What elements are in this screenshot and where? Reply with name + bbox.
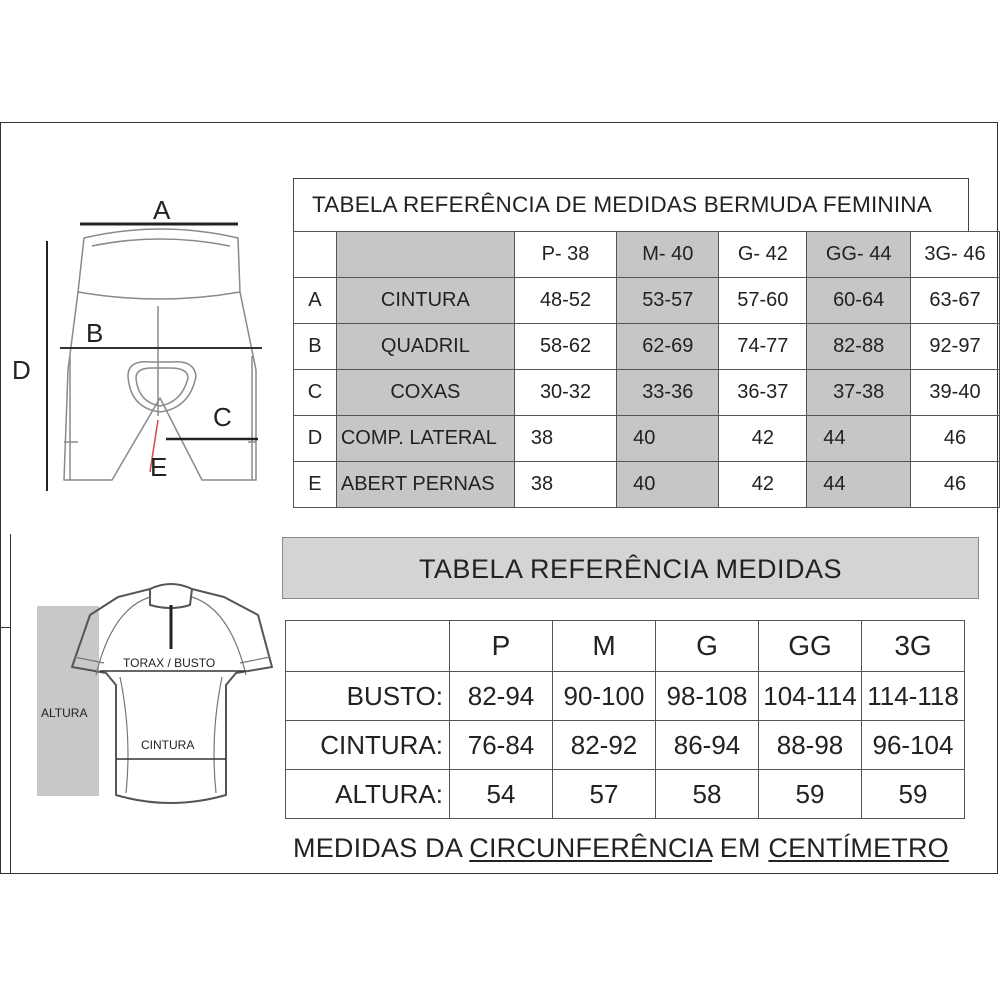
shorts-header-row bbox=[294, 232, 1000, 278]
table-cell: 44 bbox=[807, 462, 911, 508]
table-row bbox=[294, 416, 1000, 462]
table-cell: 59 bbox=[862, 770, 965, 819]
jersey-table-title: TABELA REFERÊNCIA MEDIDAS bbox=[282, 537, 979, 599]
jersey-size-table bbox=[285, 620, 965, 819]
row-label: COXAS bbox=[336, 370, 514, 416]
row-label: QUADRIL bbox=[336, 324, 514, 370]
row-label: ALTURA: bbox=[286, 770, 450, 819]
table-cell: 74-77 bbox=[719, 324, 807, 370]
table-cell: 42 bbox=[719, 416, 807, 462]
table-cell: 76-84 bbox=[450, 721, 553, 770]
footnote-part1: MEDIDAS DA bbox=[293, 833, 470, 863]
header-blank-gray bbox=[336, 232, 514, 278]
table-cell: 40 bbox=[617, 462, 719, 508]
row-label: CINTURA: bbox=[286, 721, 450, 770]
table-cell: 104-114 bbox=[759, 672, 862, 721]
size-header: GG- 44 bbox=[807, 232, 911, 278]
size-header: 3G- 46 bbox=[911, 232, 1000, 278]
table-row bbox=[294, 324, 1000, 370]
table-cell: 36-37 bbox=[719, 370, 807, 416]
measurement-footnote bbox=[293, 833, 949, 864]
table-cell: 39-40 bbox=[911, 370, 1000, 416]
shorts-table-title: TABELA REFERÊNCIA DE MEDIDAS BERMUDA FEMININA bbox=[293, 178, 969, 232]
table-cell: 82-92 bbox=[553, 721, 656, 770]
jersey-diagram bbox=[0, 575, 280, 815]
table-cell: 114-118 bbox=[862, 672, 965, 721]
jersey-collar bbox=[150, 584, 192, 608]
shorts-label-d: D bbox=[12, 355, 31, 385]
size-header: G- 42 bbox=[719, 232, 807, 278]
table-cell: 96-104 bbox=[862, 721, 965, 770]
table-cell: 58 bbox=[656, 770, 759, 819]
row-letter: B bbox=[294, 324, 337, 370]
table-cell: 92-97 bbox=[911, 324, 1000, 370]
table-cell: 62-69 bbox=[617, 324, 719, 370]
table-cell: 57 bbox=[553, 770, 656, 819]
shorts-size-table bbox=[293, 231, 1000, 508]
table-cell: 40 bbox=[617, 416, 719, 462]
table-row bbox=[286, 672, 965, 721]
header-blank bbox=[294, 232, 337, 278]
shorts-label-a: A bbox=[153, 195, 171, 225]
table-cell: 82-94 bbox=[450, 672, 553, 721]
table-row bbox=[286, 770, 965, 819]
size-header: GG bbox=[759, 621, 862, 672]
size-header: 3G bbox=[862, 621, 965, 672]
size-header: P bbox=[450, 621, 553, 672]
shorts-waistband-inner bbox=[92, 239, 230, 246]
row-label: BUSTO: bbox=[286, 672, 450, 721]
row-label: COMP. LATERAL bbox=[336, 416, 514, 462]
shorts-label-b: B bbox=[86, 318, 104, 348]
table-cell: 33-36 bbox=[617, 370, 719, 416]
table-cell: 60-64 bbox=[807, 278, 911, 324]
table-row bbox=[294, 462, 1000, 508]
jersey-label-cintura: CINTURA bbox=[141, 738, 195, 752]
altura-band bbox=[37, 606, 99, 796]
table-cell: 88-98 bbox=[759, 721, 862, 770]
row-letter: D bbox=[294, 416, 337, 462]
table-cell: 54 bbox=[450, 770, 553, 819]
table-cell: 38 bbox=[514, 416, 616, 462]
table-cell: 48-52 bbox=[514, 278, 616, 324]
table-cell: 37-38 bbox=[807, 370, 911, 416]
row-label: ABERT PERNAS bbox=[336, 462, 514, 508]
size-header: M- 40 bbox=[617, 232, 719, 278]
table-cell: 98-108 bbox=[656, 672, 759, 721]
table-cell: 59 bbox=[759, 770, 862, 819]
footnote-part2: CIRCUNFERÊNCIA bbox=[469, 833, 713, 863]
table-cell: 46 bbox=[911, 416, 1000, 462]
size-header: P- 38 bbox=[514, 232, 616, 278]
table-cell: 58-62 bbox=[514, 324, 616, 370]
table-row bbox=[286, 721, 965, 770]
table-row bbox=[294, 278, 1000, 324]
table-cell: 63-67 bbox=[911, 278, 1000, 324]
footnote-part3: EM bbox=[712, 833, 769, 863]
jersey-header-row bbox=[286, 621, 965, 672]
row-letter: A bbox=[294, 278, 337, 324]
table-cell: 57-60 bbox=[719, 278, 807, 324]
table-cell: 82-88 bbox=[807, 324, 911, 370]
table-cell: 30-32 bbox=[514, 370, 616, 416]
size-header: M bbox=[553, 621, 656, 672]
shorts-label-e: E bbox=[150, 452, 168, 482]
shorts-label-c: C bbox=[213, 402, 232, 432]
jersey-label-altura: ALTURA bbox=[41, 706, 88, 720]
shorts-diagram bbox=[0, 180, 290, 510]
table-cell: 86-94 bbox=[656, 721, 759, 770]
table-cell: 44 bbox=[807, 416, 911, 462]
table-cell: 46 bbox=[911, 462, 1000, 508]
table-row bbox=[294, 370, 1000, 416]
table-cell: 90-100 bbox=[553, 672, 656, 721]
row-label: CINTURA bbox=[336, 278, 514, 324]
table-cell: 53-57 bbox=[617, 278, 719, 324]
jersey-label-torax: TORAX / BUSTO bbox=[123, 656, 216, 670]
size-header: G bbox=[656, 621, 759, 672]
footnote-part4: CENTÍMETRO bbox=[768, 833, 949, 863]
table-cell: 42 bbox=[719, 462, 807, 508]
row-letter: E bbox=[294, 462, 337, 508]
header-blank bbox=[286, 621, 450, 672]
table-cell: 38 bbox=[514, 462, 616, 508]
row-letter: C bbox=[294, 370, 337, 416]
